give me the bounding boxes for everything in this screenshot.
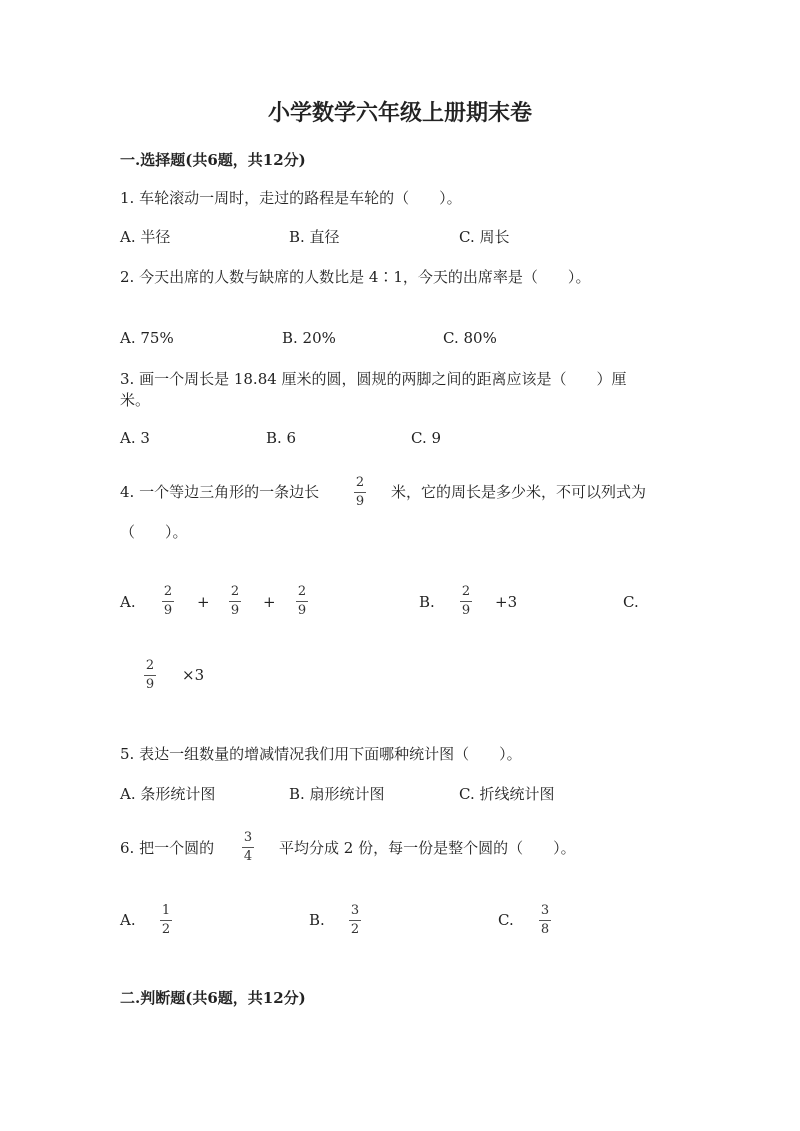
q1-option-b: B. 直径 bbox=[289, 228, 340, 246]
fraction-numerator: 2 bbox=[297, 584, 307, 599]
fraction-bar bbox=[160, 920, 172, 921]
fraction-denominator: 2 bbox=[161, 922, 171, 937]
q6-option-c-label: C. bbox=[498, 911, 514, 929]
fraction-denominator: 9 bbox=[230, 603, 240, 618]
q5-option-c: C. 折线统计图 bbox=[459, 785, 555, 803]
q3-option-b: B. 6 bbox=[266, 429, 297, 447]
q4-stem-after: 米，它的周长是多少米，不可以列式为 bbox=[391, 483, 647, 501]
fraction-numerator: 2 bbox=[145, 658, 155, 673]
q3-stem-line2: 米。 bbox=[120, 391, 151, 409]
section-2-heading: 二.判断题(共6题，共12分) bbox=[120, 989, 306, 1007]
page-title: 小学数学六年级上册期末卷 bbox=[267, 100, 532, 126]
q4-option-a-fraction-2 bbox=[227, 585, 243, 618]
fraction-bar bbox=[242, 847, 254, 848]
fraction-denominator: 9 bbox=[461, 603, 471, 618]
fraction-denominator: 4 bbox=[243, 849, 253, 864]
fraction-denominator: 8 bbox=[540, 922, 550, 937]
q6-option-a-label: A. bbox=[120, 911, 136, 929]
fraction-denominator: 9 bbox=[355, 494, 365, 509]
q6-stem-fraction bbox=[240, 831, 256, 864]
fraction-bar bbox=[349, 920, 361, 921]
q1-stem: 1. 车轮滚动一周时，走过的路程是车轮的（ ）。 bbox=[120, 189, 462, 207]
fraction-numerator: 2 bbox=[163, 584, 173, 599]
q5-stem: 5. 表达一组数量的增减情况我们用下面哪种统计图（ ）。 bbox=[120, 745, 522, 763]
fraction-bar bbox=[162, 601, 174, 602]
q4-option-b-tail: +3 bbox=[495, 593, 518, 611]
q2-option-a: A. 75% bbox=[120, 329, 174, 347]
q2-stem: 2. 今天出席的人数与缺席的人数比是 4∶1，今天的出席率是（ ）。 bbox=[120, 268, 591, 286]
fraction-bar bbox=[354, 492, 366, 493]
fraction-numerator: 1 bbox=[161, 903, 171, 918]
q1-option-a: A. 半径 bbox=[120, 228, 171, 246]
q4-option-c-fraction bbox=[142, 659, 158, 692]
q3-option-c: C. 9 bbox=[411, 429, 442, 447]
fraction-bar bbox=[229, 601, 241, 602]
fraction-numerator: 3 bbox=[350, 903, 360, 918]
q6-stem-after: 平均分成 2 份，每一份是整个圆的（ ）。 bbox=[279, 839, 576, 857]
q4-option-a-label: A. bbox=[120, 593, 136, 611]
q4-stem-fraction bbox=[352, 476, 368, 509]
q4-option-c-label: C. bbox=[623, 593, 639, 611]
fraction-bar bbox=[539, 920, 551, 921]
q1-option-c: C. 周长 bbox=[459, 228, 510, 246]
fraction-bar bbox=[144, 675, 156, 676]
q4-option-a-fraction-3 bbox=[294, 585, 310, 618]
fraction-numerator: 2 bbox=[355, 475, 365, 490]
q5-option-b: B. 扇形统计图 bbox=[289, 785, 385, 803]
fraction-numerator: 3 bbox=[243, 830, 253, 845]
fraction-bar bbox=[460, 601, 472, 602]
q3-option-a: A. 3 bbox=[120, 429, 150, 447]
q2-option-b: B. 20% bbox=[282, 329, 336, 347]
fraction-denominator: 9 bbox=[163, 603, 173, 618]
q6-option-b-label: B. bbox=[309, 911, 325, 929]
q4-option-b-label: B. bbox=[419, 593, 435, 611]
q4-option-a-fraction-1 bbox=[160, 585, 176, 618]
fraction-bar bbox=[296, 601, 308, 602]
q4-option-c-tail: ×3 bbox=[182, 666, 205, 684]
fraction-numerator: 2 bbox=[461, 584, 471, 599]
q2-option-c: C. 80% bbox=[443, 329, 497, 347]
q3-stem-line1: 3. 画一个周长是 18.84 厘米的圆，圆规的两脚之间的距离应该是（ ）厘 bbox=[120, 370, 627, 388]
q6-option-a-fraction bbox=[158, 904, 174, 937]
q4-option-a-plus-1: + bbox=[197, 593, 210, 611]
fraction-denominator: 9 bbox=[145, 677, 155, 692]
q6-option-c-fraction bbox=[537, 904, 553, 937]
q5-option-a: A. 条形统计图 bbox=[120, 785, 216, 803]
q4-option-a-plus-2: + bbox=[263, 593, 276, 611]
fraction-denominator: 9 bbox=[297, 603, 307, 618]
fraction-numerator: 3 bbox=[540, 903, 550, 918]
section-1-heading: 一.选择题(共6题，共12分) bbox=[120, 151, 306, 169]
q4-option-b-fraction bbox=[458, 585, 474, 618]
fraction-denominator: 2 bbox=[350, 922, 360, 937]
fraction-numerator: 2 bbox=[230, 584, 240, 599]
q4-stem-before: 4. 一个等边三角形的一条边长 bbox=[120, 483, 320, 501]
q6-option-b-fraction bbox=[347, 904, 363, 937]
q4-stem-line2: （ ）。 bbox=[120, 523, 188, 541]
q6-stem-before: 6. 把一个圆的 bbox=[120, 839, 215, 857]
